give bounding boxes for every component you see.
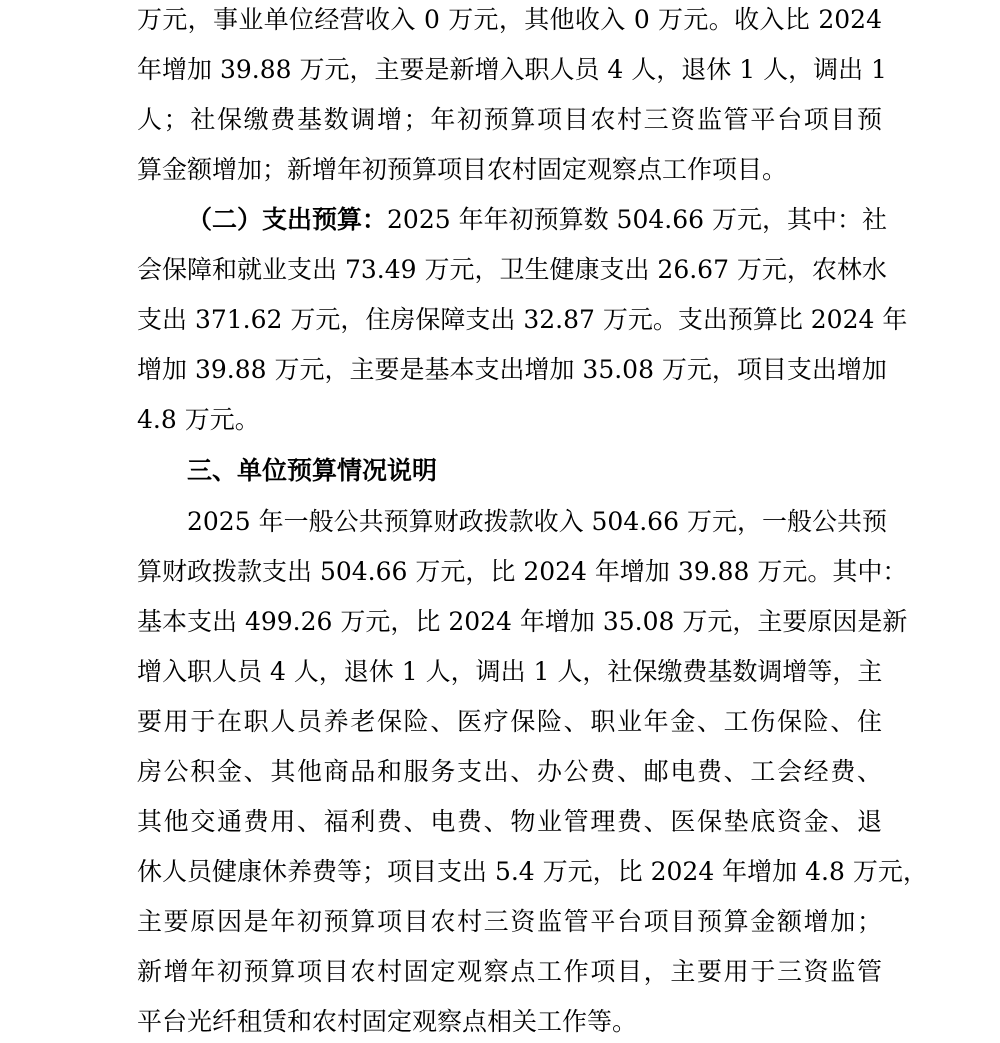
text-line: 平台光纤租赁和农村固定观察点相关工作等。 (137, 1007, 638, 1036)
text-line: 算金额增加；新增年初预算项目农村固定观察点工作项目。 (137, 155, 788, 184)
text-line: 要用于在职人员养老保险、医疗保险、职业年金、工伤保险、住 (137, 707, 882, 736)
text-line: 其他交通费用、福利费、电费、物业管理费、医保垫底资金、退 (137, 807, 882, 836)
text-line: 支出 371.62 万元，住房保障支出 32.87 万元。支出预算比 2024 年 (137, 305, 908, 334)
text-line: 万元，事业单位经营收入 0 万元，其他收入 0 万元。收入比 2024 (137, 5, 882, 34)
text-line: 基本支出 499.26 万元，比 2024 年增加 35.08 万元，主要原因是新 (137, 607, 908, 636)
text-line: 增入职人员 4 人，退休 1 人，调出 1 人，社保缴费基数调增等，主 (137, 657, 883, 686)
text-line: 人；社保缴费基数调增；年初预算项目农村三资监管平台项目预 (137, 105, 882, 134)
text-span: 2025 年年初预算数 504.66 万元，其中：社 (387, 205, 887, 234)
text-line: 新增年初预算项目农村固定观察点工作项目，主要用于三资监管 (137, 957, 882, 986)
text-line: 会保障和就业支出 73.49 万元，卫生健康支出 26.67 万元，农林水 (137, 255, 887, 284)
text-line: 4.8 万元。 (137, 405, 260, 434)
text-line: 增加 39.88 万元，主要是基本支出增加 35.08 万元，项目支出增加 (137, 355, 887, 384)
expenditure-lead: （二）支出预算： (187, 205, 388, 234)
text-line: 房公积金、其他商品和服务支出、办公费、邮电费、工会经费、 (137, 757, 882, 786)
text-line: 休人员健康休养费等；项目支出 5.4 万元，比 2024 年增加 4.8 万元， (137, 857, 928, 886)
section-heading: 三、单位预算情况说明 (187, 456, 438, 485)
text-line: 算财政拨款支出 504.66 万元，比 2024 年增加 39.88 万元。其中： (137, 557, 908, 586)
text-line: 年增加 39.88 万元，主要是新增入职人员 4 人，退休 1 人，调出 1 (137, 55, 887, 84)
text-line: 主要原因是年初预算项目农村三资监管平台项目预算金额增加； (137, 907, 882, 936)
text-line: 2025 年一般公共预算财政拨款收入 504.66 万元，一般公共预 (187, 507, 887, 536)
expenditure-first-line (187, 202, 887, 238)
